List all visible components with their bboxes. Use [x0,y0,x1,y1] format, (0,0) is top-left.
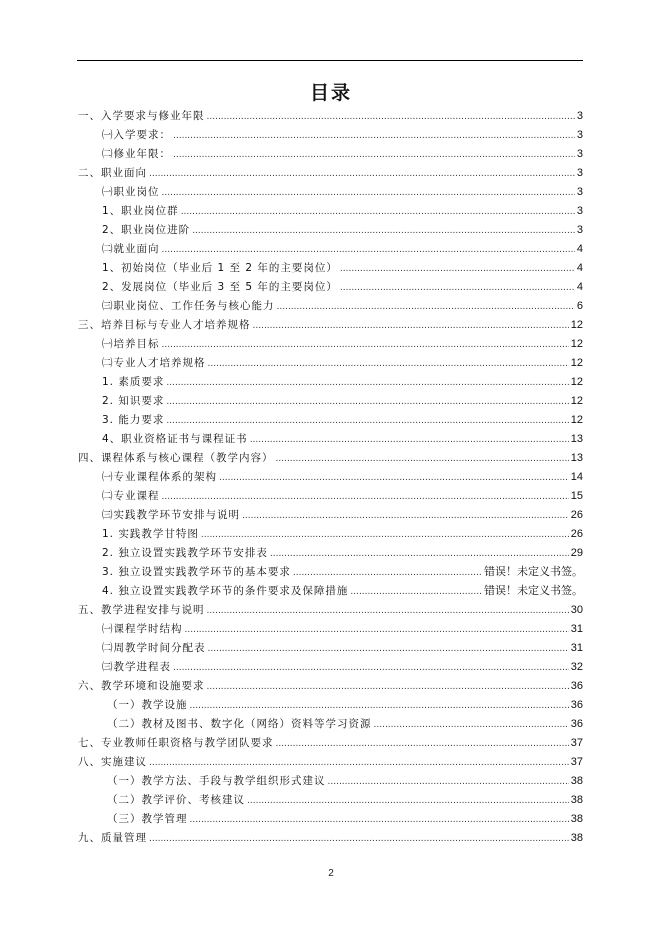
toc-entry-label: ㈢职业岗位、工作任务与核心能力 [102,300,275,312]
dot-leader [201,526,569,545]
dot-leader [149,754,569,773]
dot-leader [192,222,575,241]
toc-entry-label: （一）教学设施 [107,699,188,711]
toc-entry-page: 3 [576,148,583,160]
dot-leader [253,317,569,336]
toc-entry-label: 1、职业岗位群 [102,205,179,217]
header-rule [77,60,583,61]
dot-leader [173,659,569,678]
toc-entry-page: 38 [570,794,583,806]
toc-entry[interactable] [78,810,583,829]
toc-entry[interactable] [78,335,583,354]
dot-leader [166,374,568,393]
toc-entry[interactable] [78,563,583,582]
toc-entry[interactable] [78,183,583,202]
toc-entry[interactable] [78,297,583,316]
dot-leader [270,545,569,564]
dot-leader [162,241,575,260]
toc-entry[interactable] [78,392,583,411]
toc-entry[interactable] [78,221,583,240]
page-number: 2 [328,868,334,879]
toc-entry-label: 五、教学进程安排与说明 [78,604,205,616]
dot-leader [250,431,569,450]
toc-entry-page: 37 [570,737,583,749]
toc-entry-label: 2. 独立设置实践教学环节安排表 [102,547,268,559]
dot-leader [149,830,569,849]
toc-entry-label: 2. 知识要求 [102,395,165,407]
dot-leader [173,146,575,165]
dot-leader [207,108,575,127]
toc-entry-page: 3 [576,129,583,141]
dot-leader [207,678,569,697]
toc-entry-label: （二）教学评价、考核建议 [107,794,245,806]
dot-leader [166,393,568,412]
toc-entry-label: （二）教材及图书、数字化（网络）资料等学习资源 [107,718,372,730]
toc-entry-page: 29 [570,547,583,559]
toc-entry[interactable] [78,164,583,183]
toc-entry-label: 4. 独立设置实践教学环节的条件要求及保障措施 [102,585,349,597]
toc-entry-label: ㈡专业课程 [102,490,160,502]
toc-entry-label: 二、职业面向 [78,167,147,179]
dot-leader [162,184,575,203]
dot-leader [328,773,569,792]
toc-entry[interactable] [78,487,583,506]
toc-entry-page: 4 [576,262,583,274]
toc-entry[interactable] [78,620,583,639]
dot-leader [190,811,569,830]
toc-entry-page: 12 [570,376,583,388]
toc-entry-label: 一、入学要求与修业年限 [78,110,205,122]
toc-entry[interactable] [78,639,583,658]
dot-leader [208,640,569,659]
toc-entry-page: 错误！未定义书签。 [484,585,583,597]
table-of-contents [78,107,583,848]
toc-entry-page: 12 [570,395,583,407]
dot-leader [340,279,575,298]
toc-entry[interactable] [78,753,583,772]
dot-leader [207,602,569,621]
toc-entry-label: ㈠职业岗位 [102,186,160,198]
toc-entry-label: ㈢实践教学环节安排与说明 [102,509,240,521]
toc-entry-page: 12 [570,338,583,350]
toc-entry-page: 13 [570,433,583,445]
page-title: 目录 [309,82,352,104]
toc-entry-label: ㈠课程学时结构 [102,623,183,635]
toc-entry-label: ㈠培养目标 [102,338,160,350]
toc-entry[interactable] [78,582,583,601]
toc-entry-page: 3 [576,205,583,217]
toc-entry[interactable] [78,525,583,544]
toc-entry[interactable] [78,202,583,221]
toc-entry-label: 八、实施建议 [78,756,147,768]
toc-entry-page: 38 [570,832,583,844]
dot-leader [166,412,568,431]
dot-leader [374,716,569,735]
toc-entry-page: 32 [570,661,583,673]
toc-entry-label: 4、职业资格证书与课程证书 [102,433,248,445]
toc-entry-page: 4 [576,281,583,293]
toc-entry[interactable] [78,107,583,126]
toc-entry-page: 3 [576,224,583,236]
toc-entry-page: 31 [570,623,583,635]
toc-entry-label: ㈢教学进程表 [102,661,171,673]
dot-leader [219,469,569,488]
toc-entry-label: 2、职业岗位进阶 [102,224,191,236]
dot-leader [181,203,575,222]
dot-leader [190,697,569,716]
toc-entry-label: 三、培养目标与专业人才培养规格 [78,319,251,331]
toc-entry[interactable] [78,734,583,753]
toc-entry-page: 30 [570,604,583,616]
toc-entry[interactable] [78,278,583,297]
toc-entry-page: 36 [570,718,583,730]
toc-entry-label: 六、教学环境和设施要求 [78,680,205,692]
toc-entry-label: 3. 能力要求 [102,414,165,426]
dot-leader [149,165,575,184]
toc-entry[interactable] [78,354,583,373]
toc-entry-label: ㈡周教学时间分配表 [102,642,206,654]
toc-entry-page: 3 [576,167,583,179]
toc-entry-label: 3. 独立设置实践教学环节的基本要求 [102,566,291,578]
dot-leader [173,127,575,146]
toc-entry-page: 错误！未定义书签。 [484,566,583,578]
toc-entry-page: 3 [576,110,583,122]
toc-entry-page: 14 [570,471,583,483]
toc-entry[interactable] [78,316,583,335]
dot-leader [208,355,569,374]
toc-entry-page: 38 [570,775,583,787]
toc-entry-label: 七、专业教师任职资格与教学团队要求 [78,737,274,749]
toc-entry[interactable] [78,658,583,677]
toc-entry-page: 3 [576,186,583,198]
dot-leader [162,488,569,507]
toc-entry[interactable] [78,506,583,525]
toc-entry[interactable] [78,126,583,145]
dot-leader [242,507,569,526]
toc-entry[interactable] [78,715,583,734]
dot-leader [276,450,569,469]
toc-entry[interactable] [78,829,583,848]
toc-entry[interactable] [78,696,583,715]
toc-entry-label: ㈡就业面向 [102,243,160,255]
toc-entry-page: 36 [570,680,583,692]
toc-entry-page: 36 [570,699,583,711]
dot-leader [162,336,569,355]
toc-entry-page: 26 [570,528,583,540]
toc-entry[interactable] [78,240,583,259]
toc-entry[interactable] [78,468,583,487]
dot-leader [247,792,569,811]
toc-entry-page: 12 [570,414,583,426]
toc-entry[interactable] [78,677,583,696]
toc-entry-page: 4 [576,243,583,255]
toc-entry-page: 6 [576,300,583,312]
toc-entry-page: 26 [570,509,583,521]
toc-entry-label: ㈠入学要求： [102,129,171,141]
toc-entry[interactable] [78,601,583,620]
toc-entry[interactable] [78,411,583,430]
toc-entry-label: 1. 素质要求 [102,376,165,388]
toc-entry[interactable] [78,791,583,810]
dot-leader [340,260,575,279]
toc-entry[interactable] [78,544,583,563]
toc-entry-page: 15 [570,490,583,502]
dot-leader [293,564,482,583]
toc-entry[interactable] [78,430,583,449]
toc-entry-label: ㈡修业年限： [102,148,171,160]
toc-entry[interactable] [78,449,583,468]
toc-entry[interactable] [78,259,583,278]
toc-entry-page: 31 [570,642,583,654]
toc-entry[interactable] [78,145,583,164]
toc-entry-page: 12 [570,319,583,331]
dot-leader [350,583,482,602]
toc-entry[interactable] [78,373,583,392]
toc-entry-page: 13 [570,452,583,464]
dot-leader [276,735,569,754]
toc-entry-label: （三）教学管理 [107,813,188,825]
toc-entry-label: ㈠专业课程体系的架构 [102,471,217,483]
dot-leader [277,298,575,317]
toc-entry-label: 四、课程体系与核心课程（教学内容） [78,452,274,464]
toc-entry-label: ㈡专业人才培养规格 [102,357,206,369]
toc-entry-label: 九、质量管理 [78,832,147,844]
toc-entry-label: （一）教学方法、手段与教学组织形式建议 [107,775,326,787]
toc-entry-label: 2、发展岗位（毕业后 3 至 5 年的主要岗位） [102,281,338,293]
toc-entry-page: 38 [570,813,583,825]
toc-entry-page: 37 [570,756,583,768]
toc-entry-label: 1. 实践教学甘特图 [102,528,199,540]
toc-entry-page: 12 [570,357,583,369]
toc-entry-label: 1、初始岗位（毕业后 1 至 2 年的主要岗位） [102,262,338,274]
toc-entry[interactable] [78,772,583,791]
dot-leader [185,621,569,640]
